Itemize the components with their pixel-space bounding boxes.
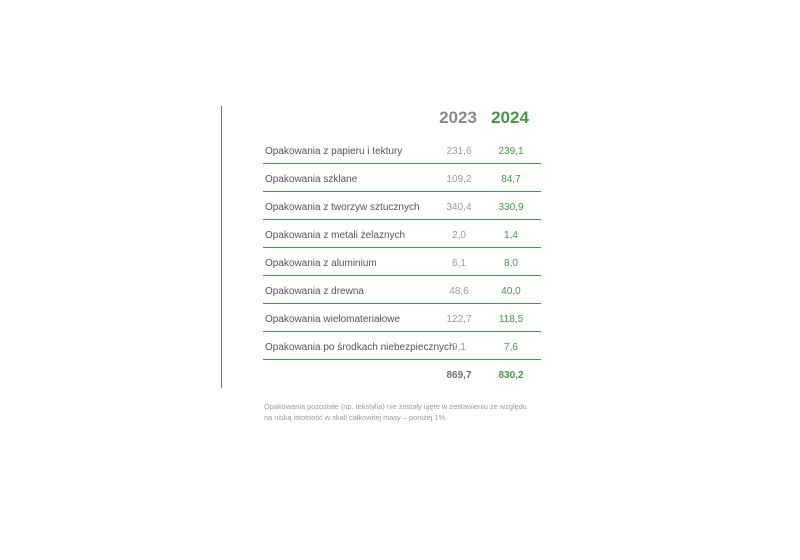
row-label: Opakowania z papieru i tektury [265,146,403,157]
value-2023: 231,6 [446,146,472,157]
row-label: Opakowania z drewna [265,286,364,297]
value-2023: 340,4 [446,202,472,213]
value-2023: 122,7 [446,314,472,325]
table-header [263,104,541,136]
total-2024: 830,2 [498,370,524,381]
row-label: Opakowania z metali żelaznych [265,230,406,241]
table-row [263,332,541,360]
value-2024: 1,4 [504,230,518,241]
year-2023-header: 2023 [439,108,477,127]
value-2023: 9,1 [452,342,466,353]
row-label: Opakowania wielomateriałowe [265,314,401,325]
total-row [263,360,541,390]
value-2023: 2,0 [452,230,466,241]
value-2023: 109,2 [446,174,472,185]
footnote-line-1: Opakowania pozostałe (np. tekstylia) nie zostały ujęte w zestawieniu ze względu [264,402,527,411]
table-row [263,248,541,276]
row-label: Opakowania szklane [265,174,358,185]
table-row [263,276,541,304]
table-row [263,164,541,192]
row-label: Opakowania z aluminium [265,258,377,269]
table-row [263,304,541,332]
value-2024: 84,7 [501,174,521,185]
row-label: Opakowania z tworzyw sztucznych [265,202,420,213]
year-divider-line [221,106,222,388]
value-2024: 330,9 [498,202,524,213]
year-2024-header: 2024 [491,108,529,127]
table-row [263,192,541,220]
value-2024: 118,5 [498,314,524,325]
table-body [263,136,541,390]
total-2023: 869,7 [446,370,472,381]
footnote [264,401,564,423]
table-row [263,220,541,248]
value-2024: 40,0 [501,286,521,297]
value-2023: 48,6 [449,286,469,297]
packaging-table [263,104,541,381]
table-row [263,136,541,164]
value-2024: 239,1 [498,146,524,157]
value-2024: 7,6 [504,342,518,353]
value-2023: 6,1 [452,258,466,269]
row-label: Opakowania po środkach niebezpiecznych [265,342,455,353]
footnote-line-2: na niską istotność w skali całkowitej masy – poniżej 1%. [264,413,448,422]
value-2024: 8,0 [504,258,518,269]
